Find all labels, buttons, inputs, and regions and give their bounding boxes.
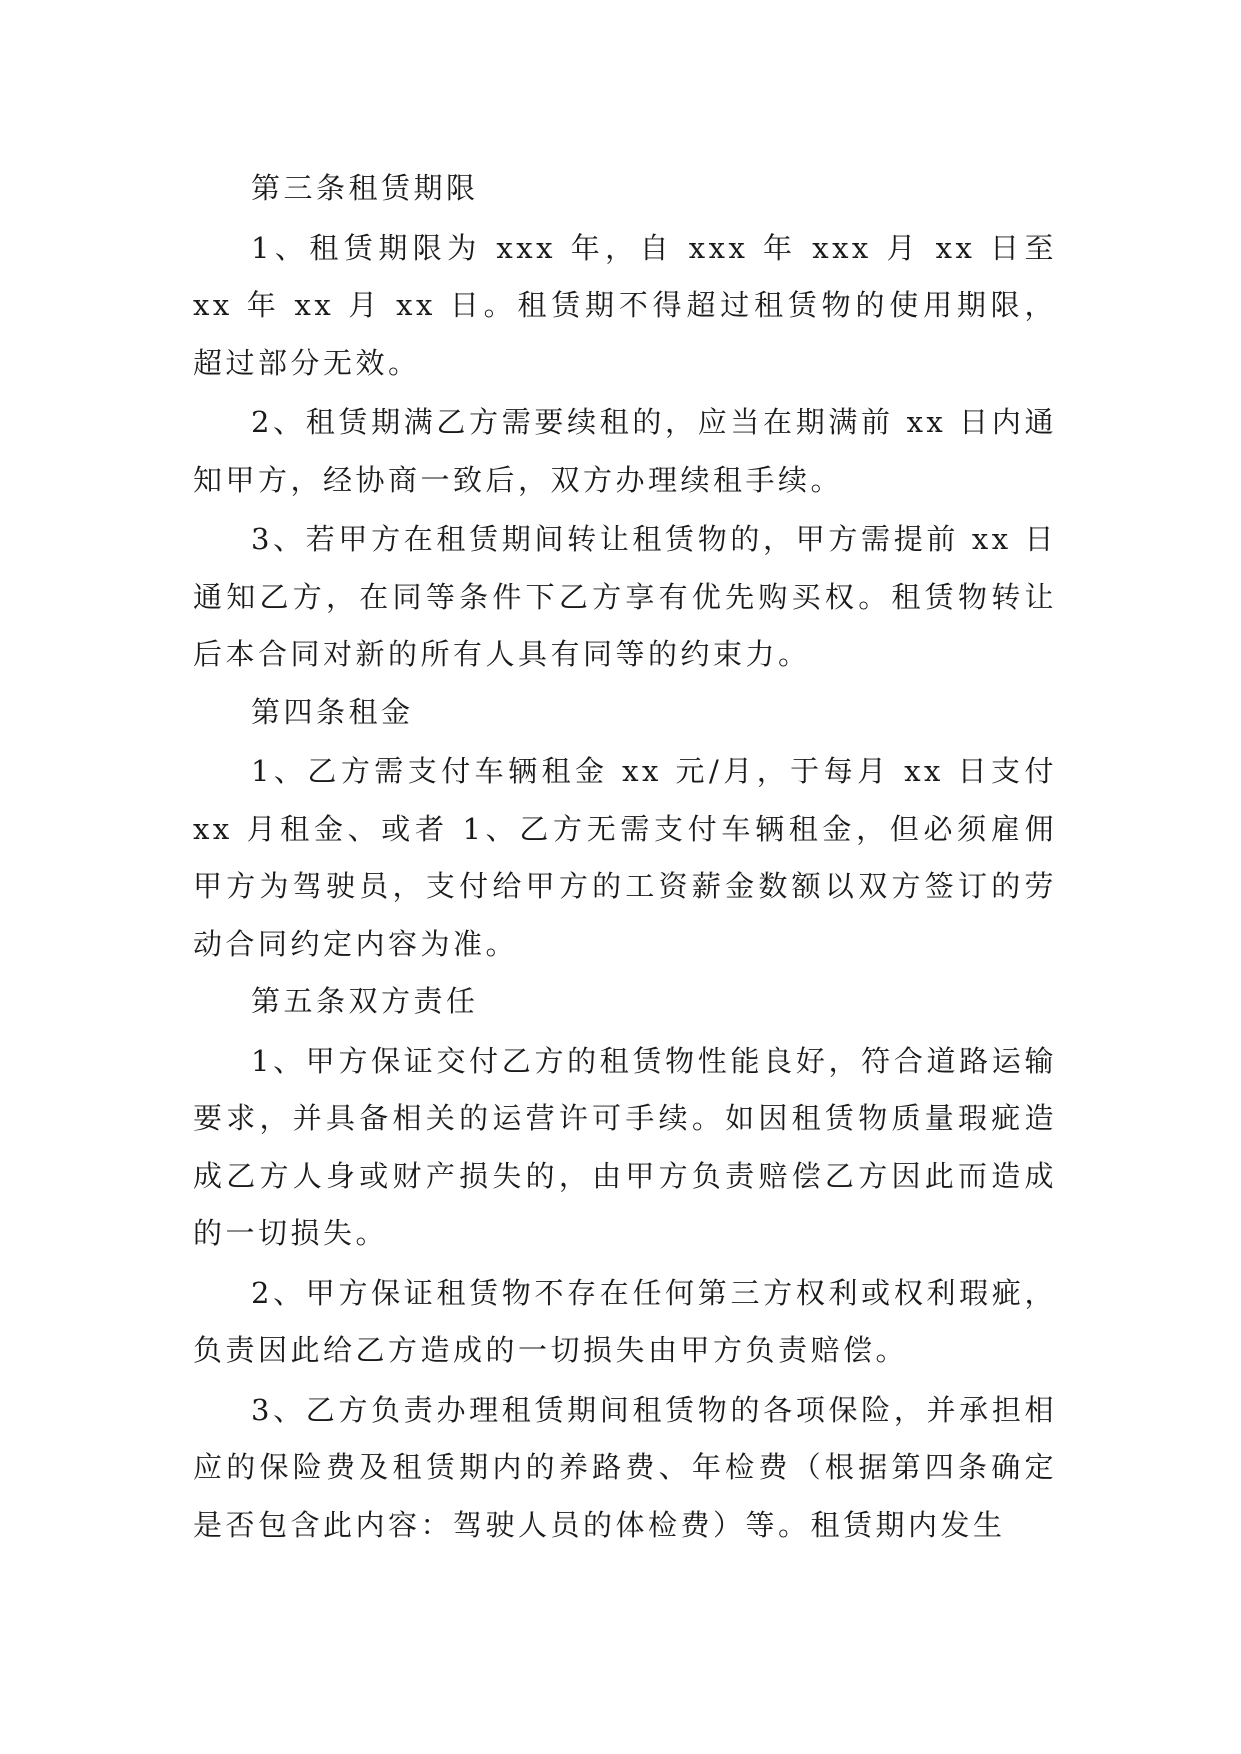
paragraph-3-3: 3、若甲方在租赁期间转让租赁物的，甲方需提前 xx 日通知乙方，在同等条件下乙方享有优先购买权。租赁物转让后本合同对新的所有人具有同等的约束力。: [193, 522, 1057, 671]
document-page: [193, 160, 1057, 1554]
paragraph-5-2: 2、甲方保证租赁物不存在任何第三方权利或权利瑕疵，负责因此给乙方造成的一切损失由甲方负责赔偿。: [193, 1275, 1057, 1367]
paragraph-4-1: 1、乙方需支付车辆租金 xx 元/月，于每月 xx 日支付 xx 月租金、或者 1、乙方无需支付车辆租金，但必须雇佣甲方为驾驶员，支付给甲方的工资薪金数额以双方签订的劳动合同约定内容为准。: [193, 754, 1057, 961]
paragraph-5-3: 3、乙方负责办理租赁期间租赁物的各项保险，并承担相应的保险费及租赁期内的养路费、年检费（根据第四条确定是否包含此内容：驾驶人员的体检费）等。租赁期内发生: [193, 1392, 1057, 1542]
section-heading-4: 第四条租金: [251, 694, 414, 729]
section-heading-3: 第三条租赁期限: [251, 171, 479, 205]
section-heading-5: 第五条双方责任: [251, 984, 479, 1018]
paragraph-3-1: 1、租赁期限为 xxx 年，自 xxx 年 xxx 月 xx 日至 xx 年 xx 月 xx 日。租赁期不得超过租赁物的使用期限，超过部分无效。: [193, 230, 1057, 380]
paragraph-5-1: 1、甲方保证交付乙方的租赁物性能良好，符合道路运输要求，并具备相关的运营许可手续。如因租赁物质量瑕疵造成乙方人身或财产损失的，由甲方负责赔偿乙方因此而造成的一切损失。: [193, 1043, 1057, 1250]
paragraph-3-2: 2、租赁期满乙方需要续租的，应当在期满前 xx 日内通知甲方，经协商一致后，双方办理续租手续。: [193, 405, 1057, 497]
